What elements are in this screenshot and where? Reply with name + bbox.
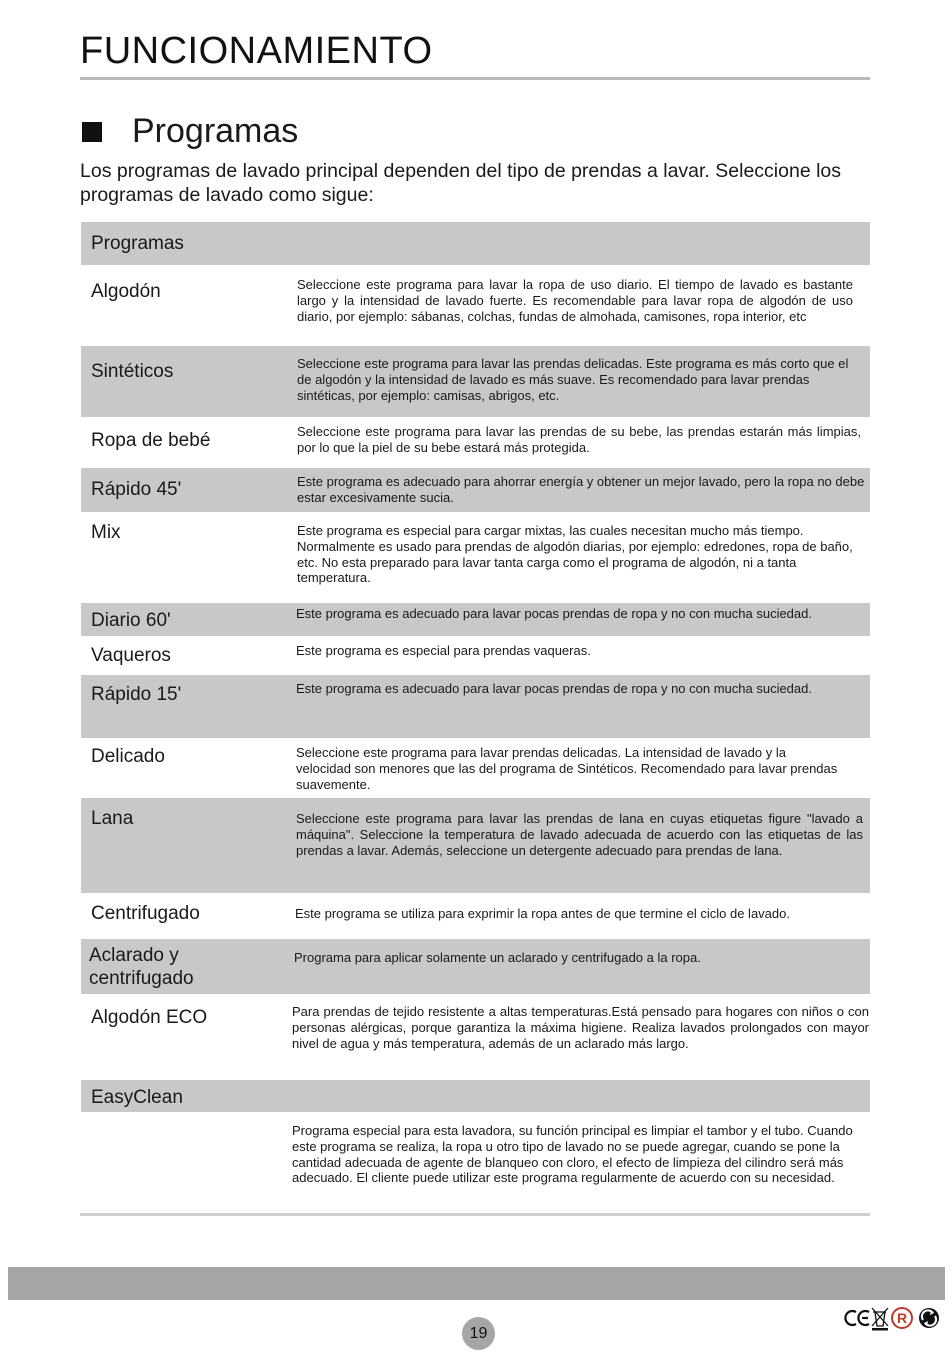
table-row — [81, 468, 870, 512]
program-name: Lana — [91, 808, 134, 829]
program-description: Seleccione este programa para lavar las prendas de lana en cuyas etiquetas figure "lavado a máquina". Seleccione la temperatura de lavado adecuada de acuerdo con las etiquetas de las prendas a lavar. Además, seleccione un detergente adecuado para prendas de lana. — [296, 811, 863, 858]
table-row — [81, 893, 870, 939]
table-row — [81, 603, 870, 636]
recycling-arrows-icon — [919, 1308, 939, 1328]
table-row — [81, 994, 870, 1080]
intro-paragraph: Los programas de lavado principal dependen del tipo de prendas a lavar. Seleccione los programas de lavado como sigue: — [80, 160, 842, 206]
program-description: Programa para aplicar solamente un aclarado y centrifugado a la ropa. — [294, 950, 701, 965]
program-name: Algodón ECO — [91, 1007, 208, 1028]
table-row — [81, 738, 870, 798]
table-header-label: Programas — [91, 233, 184, 254]
page-number: 19 — [462, 1317, 495, 1350]
program-name — [89, 944, 194, 990]
table-row — [81, 265, 870, 346]
program-description: Este programa se utiliza para exprimir la ropa antes de que termine el ciclo de lavado. — [295, 906, 790, 921]
program-description: Seleccione este programa para lavar la ropa de uso diario. El tiempo de lavado es bastante largo y la intensidad de lavado fuerte. Es recomendable para lavar ropa de algodón de uso diario, por ejemplo: sábanas, colchas, fundas de almohada, camisones, ropa interior, etc — [297, 277, 853, 324]
table-row — [81, 417, 870, 468]
program-name: Algodón — [91, 281, 161, 302]
program-description: Programa especial para esta lavadora, su función principal es limpiar el tambor y el tubo. Cuando este programa se realiza, la ropa u otro tipo de lavado no se puede agregar, cuando se pone la cantidad adecuada de agente de blanqueo con cloro, el efecto de limpieza del cilindro será más adecuado. El cliente puede utilizar este programa regularmente de acuerdo con su necesidad. — [292, 1123, 853, 1186]
program-name: EasyClean — [91, 1087, 183, 1108]
program-description: Este programa es adecuado para lavar pocas prendas de ropa y no con mucha suciedad. — [296, 606, 812, 621]
program-name: Rápido 45' — [91, 479, 182, 500]
program-name: Vaqueros — [91, 645, 171, 666]
ce-mark-icon — [845, 1311, 869, 1325]
program-name: Mix — [91, 522, 121, 543]
svg-text:R: R — [896, 1310, 908, 1326]
program-name: Rápido 15' — [91, 684, 182, 705]
program-name: Centrifugado — [91, 903, 200, 924]
table-row — [81, 798, 870, 893]
table-row — [81, 512, 870, 603]
program-name-line: centrifugado — [89, 968, 194, 989]
program-description: Este programa es adecuado para ahorrar energía y obtener un mejor lavado, pero la ropa no debe estar excesivamente sucia. — [297, 474, 865, 505]
table-row — [81, 939, 870, 994]
recycle-r-icon — [892, 1308, 912, 1328]
program-description: Para prendas de tejido resistente a altas temperaturas.Está pensado para hogares con niños o con personas alérgicas, porque garantiza la máxima higiene. Realiza lavados prolongados con mayor nivel de agua y más temperatura, además de un aclarado más largo. — [292, 1004, 869, 1051]
program-name: Ropa de bebé — [91, 430, 211, 451]
program-description: Seleccione este programa para lavar las prendas delicadas. Este programa es más corto que el de algodón y la intensidad de lavado es más suave. Es recomendado para lavar prendas sintéticas, por ejemplo: camisas, abrigos, etc. — [297, 356, 849, 403]
table-row — [81, 675, 870, 738]
table-row — [81, 636, 870, 675]
table-row-continuation — [81, 1112, 870, 1212]
program-name: Delicado — [91, 746, 165, 767]
square-bullet-icon — [82, 122, 102, 142]
program-description: Este programa es adecuado para lavar pocas prendas de ropa y no con mucha suciedad. — [296, 681, 812, 696]
program-description: Seleccione este programa para lavar prendas delicadas. La intensidad de lavado y la velocidad son menores que las del programa de Sintéticos. Recomendado para lavar prendas suavemente. — [296, 745, 838, 792]
page-title: FUNCIONAMIENTO — [80, 30, 433, 72]
compliance-marks — [842, 1304, 942, 1332]
program-name: Diario 60' — [91, 610, 171, 631]
program-description: Seleccione este programa para lavar las prendas de su bebe, las prendas estarán más limpias, por lo que la piel de su bebe estará más protegida. — [297, 424, 861, 455]
program-name-line: Aclarado y — [89, 945, 179, 966]
footer-band — [8, 1267, 945, 1300]
program-description: Este programa es especial para prendas vaqueras. — [296, 643, 591, 658]
section-title: Programas — [132, 112, 299, 150]
program-description: Este programa es especial para cargar mixtas, las cuales necesitan mucho más tiempo. Normalmente es usado para prendas de algodón diarias, por ejemplo: edredones, ropa de baño, etc. No esta preparado para lavar tanta carga como el programa de algodón, ni a tanta temperatura. — [297, 523, 853, 586]
program-name: Sintéticos — [91, 361, 174, 382]
table-header — [81, 222, 870, 265]
title-divider — [80, 77, 870, 80]
table-row — [81, 346, 870, 417]
table-bottom-divider — [80, 1213, 870, 1216]
table-row — [81, 1080, 870, 1112]
weee-bin-icon — [872, 1308, 888, 1331]
